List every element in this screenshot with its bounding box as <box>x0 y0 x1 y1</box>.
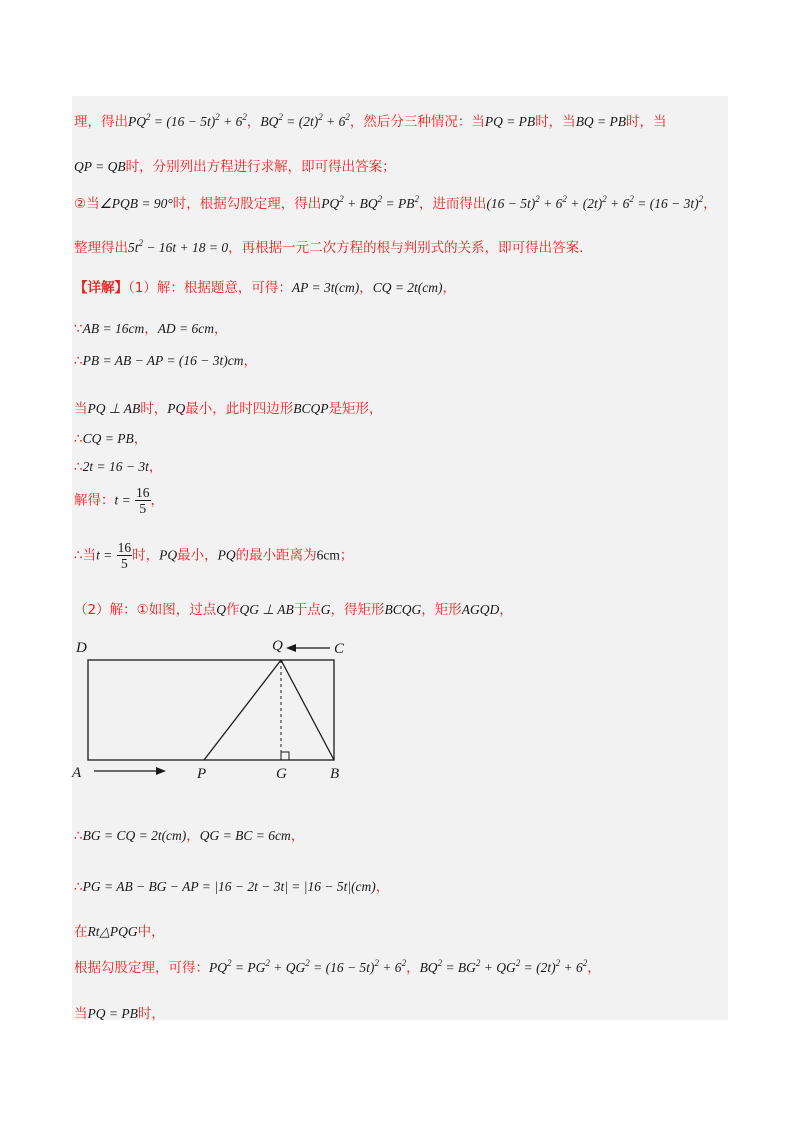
solution-line-12: ∴当t = $\frac{16}{5}$ 时，PQ最小，PQ的最小距离为6cm； <box>74 540 354 571</box>
segment-qb <box>281 660 334 760</box>
solution-line-17: 根据勾股定理，可得：$PQ^2 = PG^2 + QG^2 = (16 - 5t)^2 + 6^2$，$BQ^2 = BG^2 + QG^2 = (2t)^2 + 6^2$， <box>74 958 601 976</box>
solution-line-15: ∴PG = AB − BG − AP = |16 − 2t − 3t| = |16 − 5t|(cm)， <box>74 879 390 895</box>
formula-equation: $(16 - 5t)^2 + 6^2 + (2t)^2 + 6^2 = (16 - 3t)^2$ <box>486 194 704 211</box>
solution-line-3: ②当∠PQB = 90°时，根据勾股定理，得出$PQ^2 + BQ^2 = PB^2$，进而得出$(16 - 5t)^2 + 6^2 + (2t)^2 + 6^2 = (16 - 3t)^2$， <box>74 194 717 212</box>
label-b: B <box>330 766 340 782</box>
label-a: A <box>72 765 82 781</box>
solution-line-7: ∴PB = AB − AP = (16 − 3t)cm， <box>74 353 258 369</box>
solution-line-16: 在Rt△PQG中， <box>74 924 165 940</box>
formula-pq-pythagoras: $PQ^2 = PG^2 + QG^2 = (16 - 5t)^2 + 6^2$ <box>209 958 407 975</box>
therefore-symbol: ∴ <box>74 547 83 564</box>
formula-quadratic: $5t^2 - 16t + 18 = 0$ <box>128 238 229 255</box>
rectangle-abcd <box>88 660 334 760</box>
fraction-16-5: $\frac{16}{5}$ <box>117 540 132 571</box>
formula-bq-squared: $BQ^2 = (2t)^2 + 6^2$ <box>260 112 350 129</box>
formula-pq-squared: $PQ^2 = (16 - 5t)^2 + 6^2$ <box>128 112 247 129</box>
formula-right-angle: $PQ^2 + BQ^2 = PB^2$ <box>321 194 419 211</box>
because-symbol: ∵ <box>74 321 83 337</box>
solution-line-11: 解得：t = $\frac{16}{5}$ ， <box>74 485 165 516</box>
label-q: Q <box>272 638 283 654</box>
therefore-symbol: ∴ <box>74 431 83 447</box>
solution-line-10: ∴2t = 16 − 3t， <box>74 459 163 475</box>
rectangle-figure <box>64 630 364 790</box>
therefore-symbol: ∴ <box>74 459 83 475</box>
right-angle-mark <box>281 752 289 760</box>
arrow-left-icon <box>286 644 296 652</box>
label-p: P <box>197 766 207 782</box>
therefore-symbol: ∴ <box>74 879 83 895</box>
label-c: C <box>334 641 345 657</box>
solution-line-13: （2）解：①如图，过点Q作QG ⊥ AB于点G，得矩形BCQG，矩形AGQD， <box>74 602 513 618</box>
solution-line-6: ∵AB = 16cm，AD = 6cm， <box>74 321 228 337</box>
formula-bq-pythagoras: $BQ^2 = BG^2 + QG^2 = (2t)^2 + 6^2$ <box>419 958 588 975</box>
solution-line-4: 整理得出$5t^2 - 16t + 18 = 0$，再根据一元二次方程的根与判别式的关系，即可得出答案. <box>74 238 584 256</box>
solution-line-18: 当PQ = PB时， <box>74 1006 165 1022</box>
arrow-right-icon <box>156 767 166 775</box>
therefore-symbol: ∴ <box>74 828 83 844</box>
solution-line-2: QP = QB时，分别列出方程进行求解，即可得出答案； <box>74 159 396 175</box>
label-g: G <box>276 766 287 782</box>
therefore-symbol: ∴ <box>74 353 83 369</box>
fraction-16-5: $\frac{16}{5}$ <box>136 485 150 516</box>
solution-line-14: ∴BG = CQ = 2t(cm)，QG = BC = 6cm， <box>74 828 305 844</box>
solution-line-9: ∴CQ = PB， <box>74 431 148 447</box>
solution-line-5: 【详解】（1）解：根据题意，可得：AP = 3t(cm)，CQ = 2t(cm)， <box>74 280 457 296</box>
segment-pq <box>204 660 281 760</box>
solution-line-8: 当PQ ⊥ AB时，PQ最小，此时四边形BCQP是矩形， <box>74 401 383 417</box>
solution-line-1: 理，得出$PQ^2 = (16 - 5t)^2 + 6^2$，$BQ^2 = (2t)^2 + 6^2$，然后分三种情况：当PQ = PB时，当BQ = PB时，当 <box>74 112 667 130</box>
label-d: D <box>76 640 87 656</box>
